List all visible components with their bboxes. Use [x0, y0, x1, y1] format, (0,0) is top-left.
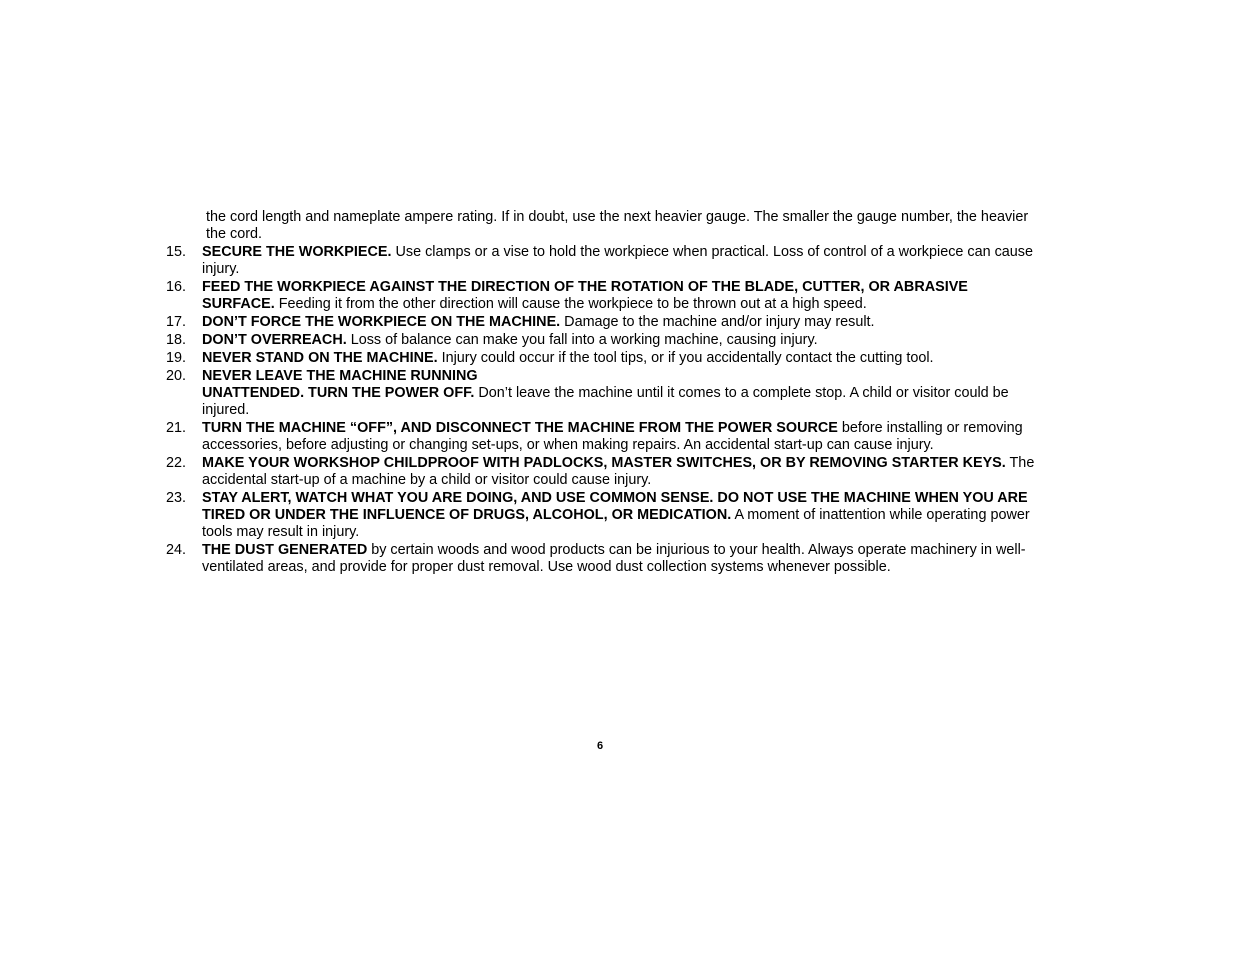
item-number: 19.: [166, 350, 187, 366]
item-body: A moment of inattention while operating power tools may result in injury.: [202, 507, 1030, 540]
item-text: [202, 314, 1036, 331]
item-heading: DON’T FORCE THE WORKPIECE ON THE MACHINE.: [202, 314, 561, 330]
list-item: [166, 542, 1036, 576]
item-heading: MAKE YOUR WORKSHOP CHILDPROOF WITH PADLOCKS, MASTER SWITCHES, OR BY REMOVING STARTER KEYS.: [202, 455, 1006, 471]
list-item: [166, 490, 1036, 541]
list-item: [166, 368, 1036, 419]
item-number: 17.: [166, 314, 187, 330]
item-heading: SECURE THE WORKPIECE.: [202, 244, 392, 260]
item-body: Feeding it from the other direction will cause the workpiece to be thrown out at a high speed.: [274, 296, 867, 312]
item-body: Loss of balance can make you fall into a working machine, causing injury.: [346, 332, 818, 348]
item-body: Damage to the machine and/or injury may result.: [560, 314, 875, 330]
continuation-paragraph: the cord length and nameplate ampere rating. If in doubt, use the next heavier gauge. The smaller the gauge number, the heavier the cord.: [206, 209, 1029, 242]
item-heading: THE DUST GENERATED: [202, 542, 368, 558]
item-number: 24.: [166, 542, 187, 558]
item-heading: DON’T OVERREACH.: [202, 332, 347, 348]
list-item: [166, 244, 1036, 278]
item-number: 15.: [166, 244, 187, 260]
item-number: 18.: [166, 332, 187, 348]
item-text: [202, 455, 1036, 489]
item-heading-line1: NEVER LEAVE THE MACHINE RUNNING: [202, 368, 478, 384]
item-text: [202, 490, 1036, 541]
item-text: [202, 279, 1036, 313]
item-heading: STAY ALERT, WATCH WHAT YOU ARE DOING, AND USE COMMON SENSE. DO NOT USE THE MACHINE WHEN YOU ARE TIRED OR UNDER THE INFLUENCE OF DRUGS, ALCOHOL, OR MEDICATION.: [202, 490, 1028, 523]
item-body: The accidental start-up of a machine by a child or visitor could cause injury.: [202, 455, 1035, 488]
item-body: Injury could occur if the tool tips, or if you accidentally contact the cutting tool.: [437, 350, 934, 366]
item-text: [202, 350, 1036, 367]
item-text: [202, 244, 1036, 278]
list-item: [166, 314, 1036, 331]
item-number: 21.: [166, 420, 187, 436]
item-text: [202, 332, 1036, 349]
item-text: [202, 368, 1036, 419]
item-body: Don’t leave the machine until it comes to a complete stop. A child or visitor could be injured.: [202, 385, 1009, 418]
item-number: 22.: [166, 455, 187, 471]
list-item: [166, 455, 1036, 489]
item-number: 20.: [166, 368, 187, 384]
item-body: before installing or removing accessories, before adjusting or changing set-ups, or when making repairs. An accidental start-up can cause injury.: [202, 420, 1023, 453]
page-number: 6: [596, 740, 604, 752]
list-item: [166, 332, 1036, 349]
item-body: by certain woods and wood products can be injurious to your health. Always operate machinery in well-ventilated areas, and provide for proper dust removal. Use wood dust collection systems whenever possible.: [202, 542, 1026, 575]
list-item: [166, 279, 1036, 313]
list-item: [166, 420, 1036, 454]
item-heading: FEED THE WORKPIECE AGAINST THE DIRECTION OF THE ROTATION OF THE BLADE, CUTTER, OR ABRASIVE SURFACE.: [202, 279, 968, 312]
item-heading: NEVER STAND ON THE MACHINE.: [202, 350, 438, 366]
item-text: [202, 542, 1036, 576]
item-number: 23.: [166, 490, 187, 506]
item-heading: TURN THE MACHINE “OFF”, AND DISCONNECT THE MACHINE FROM THE POWER SOURCE: [202, 420, 838, 436]
item-text: [202, 420, 1036, 454]
item-heading: UNATTENDED. TURN THE POWER OFF.: [202, 385, 475, 401]
item-number: 16.: [166, 279, 187, 295]
list-item: [166, 350, 1036, 367]
safety-rules-text: [166, 209, 1036, 577]
item-body: Use clamps or a vise to hold the workpiece when practical. Loss of control of a workpiece can cause injury.: [202, 244, 1034, 277]
